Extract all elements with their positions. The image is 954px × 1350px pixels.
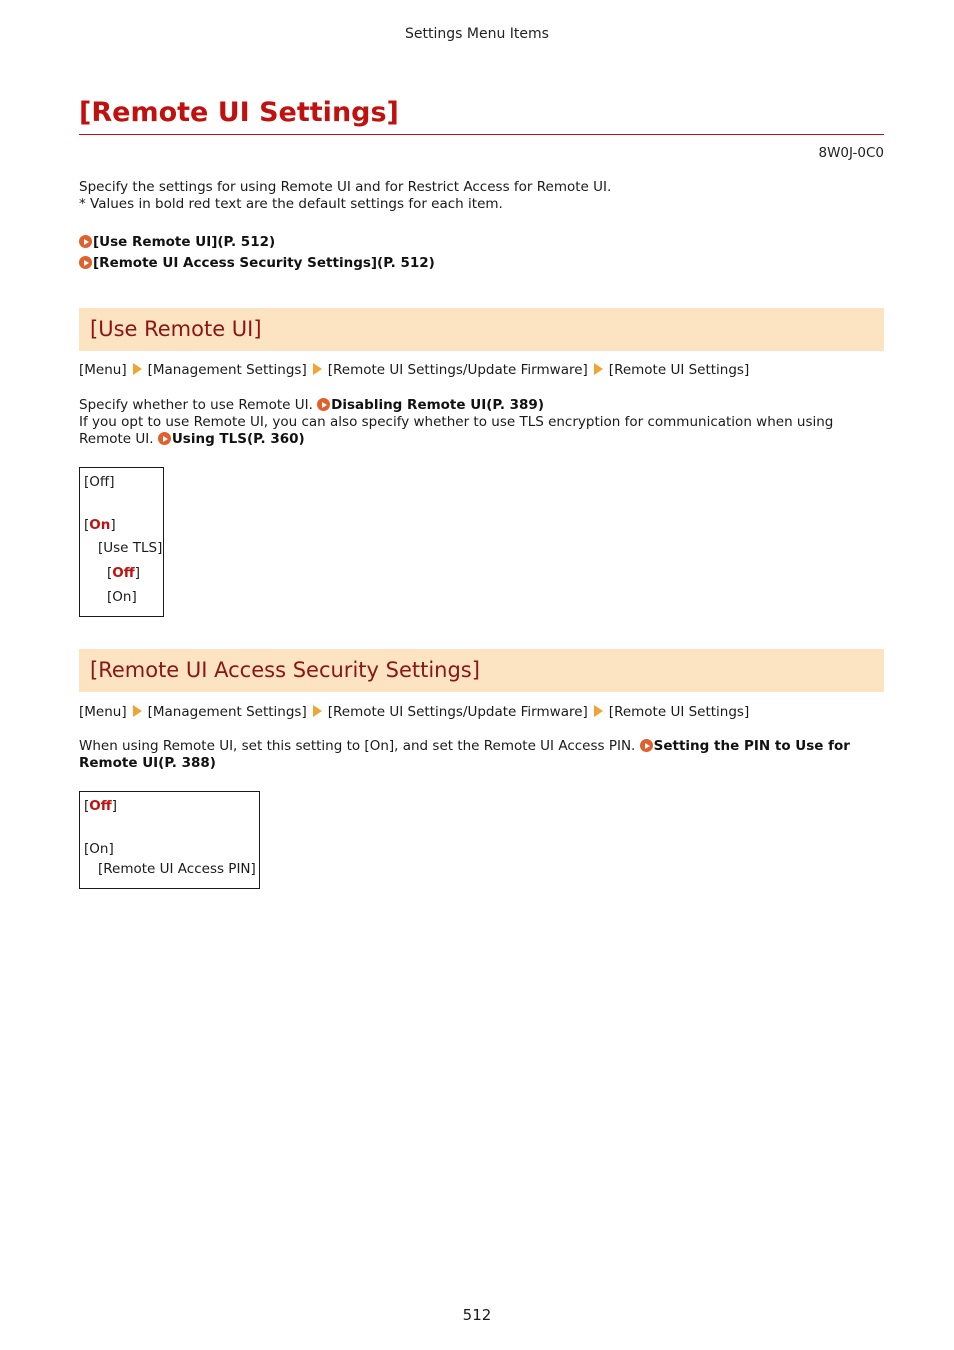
path-item: [Remote UI Settings] <box>608 704 750 720</box>
section-header-use-remote-ui <box>79 308 884 351</box>
option-tls-on: [On] <box>107 589 137 605</box>
description-text: Specify whether to use Remote UI. <box>79 397 318 413</box>
link-disabling-remote-ui[interactable]: Disabling Remote UI(P. 389) <box>331 397 544 413</box>
link-arrow-icon <box>317 398 330 411</box>
toc-link-use-remote-ui[interactable] <box>79 234 884 251</box>
path-item: [Management Settings] <box>147 704 307 720</box>
path-arrow-icon <box>313 363 322 375</box>
description-text: When using Remote UI, set this setting to [On], and set the Remote UI Access PIN. <box>79 738 640 754</box>
path-item: [Menu] <box>79 704 127 720</box>
description-text: If you opt to use Remote UI, you can also specify whether to use TLS encryption for communication when using Remote UI. <box>79 414 834 447</box>
link-arrow-icon <box>79 235 92 248</box>
default-value: On <box>89 517 111 533</box>
intro-line-1: Specify the settings for using Remote UI and for Restrict Access for Remote UI. <box>79 179 612 195</box>
document-id: 8W0J-0C0 <box>818 145 884 161</box>
section-header-access-security <box>79 649 884 692</box>
option-remote-ui-access-pin: [Remote UI Access PIN] <box>98 861 256 877</box>
link-setting-pin[interactable]: Setting the PIN to Use for Remote UI(P. 388) <box>79 738 850 771</box>
link-arrow-icon <box>640 739 653 752</box>
path-arrow-icon <box>133 363 142 375</box>
page-title: [Remote UI Settings] <box>79 97 399 128</box>
option-on-default: [On] <box>84 517 116 533</box>
path-item: [Menu] <box>79 362 127 378</box>
section-description <box>79 397 884 448</box>
running-header: Settings Menu Items <box>405 26 549 42</box>
menu-path <box>79 703 749 721</box>
path-arrow-icon <box>313 705 322 717</box>
toc-link-label[interactable]: [Use Remote UI](P. 512) <box>93 234 276 250</box>
title-underline <box>79 134 884 135</box>
options-box <box>79 467 164 617</box>
link-arrow-icon <box>79 256 92 269</box>
options-box <box>79 791 260 889</box>
toc-link-access-security[interactable] <box>79 255 884 272</box>
option-value: Off <box>89 474 110 490</box>
option-tls-off-default: [Off] <box>107 565 140 581</box>
option-off-default: [Off] <box>84 798 117 814</box>
toc-link-label[interactable]: [Remote UI Access Security Settings](P. 512) <box>93 255 435 271</box>
default-value: Off <box>112 565 135 581</box>
path-arrow-icon <box>594 705 603 717</box>
path-item: [Remote UI Settings/Update Firmware] <box>327 362 588 378</box>
section-description <box>79 738 884 772</box>
section-heading: [Use Remote UI] <box>90 317 262 341</box>
path-arrow-icon <box>133 705 142 717</box>
path-arrow-icon <box>594 363 603 375</box>
page-number: 512 <box>462 1306 492 1324</box>
path-item: [Remote UI Settings/Update Firmware] <box>327 704 588 720</box>
option-on: [On] <box>84 841 114 857</box>
link-arrow-icon <box>158 432 171 445</box>
intro-line-2: * Values in bold red text are the default settings for each item. <box>79 196 503 212</box>
path-item: [Management Settings] <box>147 362 307 378</box>
option-off: [Off] <box>84 474 115 490</box>
default-value: Off <box>89 798 112 814</box>
path-item: [Remote UI Settings] <box>608 362 750 378</box>
option-use-tls: [Use TLS] <box>98 540 163 556</box>
link-using-tls[interactable]: Using TLS(P. 360) <box>171 431 305 447</box>
section-heading: [Remote UI Access Security Settings] <box>90 658 480 682</box>
menu-path <box>79 361 749 379</box>
